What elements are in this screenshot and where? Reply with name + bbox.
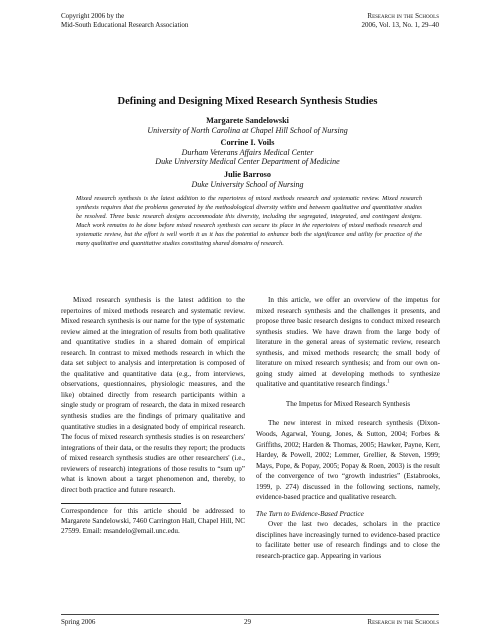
author-affiliation: University of North Carolina at Chapel Hill School of Nursing	[147, 125, 348, 135]
author-name: Julie Barroso	[224, 170, 271, 179]
body-paragraph: Over the last two decades, scholars in the practice disciplines have increasingly turned to evidence-based practice to facilitate better use of research findings and to close the research-practice gap. Appearing in various	[256, 520, 440, 561]
copyright-line: Copyright 2006 by the	[61, 12, 125, 20]
footer-season: Spring 2006	[61, 618, 96, 626]
volume-info: 2006, Vol. 13, No. 1, 29–40	[361, 20, 439, 29]
paragraph-text: In this article, we offer an overview of the impetus for mixed research synthesis and the challenges it presents, and propose three basic research designs to conduct mixed research synthesis studies. We have drawn from the large body of literature in the general areas of systematic review, research synthesis, and mixed methods research; the small body of literature on mixed research synthesis; and from our own on-going study aimed at developing methods to synthesize qualitative and quantitative research findings.	[256, 296, 440, 389]
footnote-marker: 1	[387, 379, 390, 385]
right-column	[256, 295, 440, 562]
footer-divider	[61, 614, 439, 615]
left-column	[61, 295, 245, 536]
author-block-2	[0, 138, 495, 167]
author-affiliation: Durham Veterans Affairs Medical Center	[181, 147, 314, 157]
abstract: Mixed research synthesis is the latest addition to the repertoires of mixed methods research and systematic review. Mixed research synthesis requires that the problems generated by the methodological diversity within and between qualitative and quantitative studies be resolved. Three basic research designs accommodate this diversity, including the segregated, integrated, and contingent designs. Much work remains to be done before mixed research synthesis can secure its place in the repertoires of mixed methods research and systematic review, but the effort is well worth it as it has the potential to enhance both the significance and utility for practice of the many qualitative and quantitative studies constituting shared domains of research.	[76, 195, 422, 247]
subsection-heading: The Turn to Evidence-Based Practice	[256, 509, 364, 518]
article-title: Defining and Designing Mixed Research Synthesis Studies	[117, 96, 378, 107]
body-paragraph: The new interest in mixed research synthesis (Dixon-Woods, Agarwal, Young, Jones, & Sutton, 2004; Forbes & Griffiths, 2002; Harden & Thomas, 2005; Hawker, Payne, Kerr, Hardey, & Powell, 2002; Lemmer, Grellier, & Steven, 1999; Mays, Pope, & Popay, 2005; Popay & Roen, 2003) is the result of the convergence of two “growth industries” (Estabrooks, 1999, p. 274) discussed in the following sections, namely, evidence-based practice and qualitative research.	[256, 419, 440, 502]
journal-name: Research in the Schools	[367, 12, 439, 20]
footnote-divider	[61, 503, 181, 504]
header-right	[361, 12, 439, 29]
author-block-3	[0, 170, 495, 189]
author-affiliation: Duke University Medical Center Department of Medicine	[155, 157, 340, 166]
correspondence-note: Correspondence for this article should be addressed to Margarete Sandelowski, 7460 Carrington Hall, Chapel Hill, NC 27599. Email: msandelo@email.unc.edu.	[61, 507, 245, 536]
author-block-1	[0, 116, 495, 135]
publisher-line: Mid-South Educational Research Association	[61, 20, 189, 29]
header-left	[61, 12, 188, 29]
body-paragraph: Mixed research synthesis is the latest addition to the repertoires of mixed methods research and systematic review. Mixed research synthesis is our name for the type of systematic review aimed at the integration of results from both qualitative and quantitative studies in a shared domain of empirical research. In contrast to mixed methods research in which the data set subject to analysis and interpretation is composed of the qualitative and quantitative data (e.g., from interviews, observations, questionnaires, physiologic measures, and the like) obtained directly from research participants within a single study or program of research, the data in mixed research synthesis studies are the findings of primary qualitative and quantitative studies in a designated body of empirical research. The focus of mixed research synthesis studies is on researchers' integrations of their data, or the results they report; the products of mixed research synthesis studies are other researchers' (i.e., reviewers of research) integrations of those results to “sum up” what is known about a target phenomenon and, thereby, to direct both practice and future research.	[61, 296, 245, 494]
section-heading: The Impetus for Mixed Research Synthesis	[285, 399, 411, 408]
author-name: Corrine I. Voils	[220, 138, 275, 147]
body-paragraph	[256, 295, 440, 390]
page-number: 29	[244, 618, 251, 626]
author-affiliation: Duke University School of Nursing	[191, 179, 304, 189]
footer-journal: Research in the Schools	[367, 618, 439, 626]
author-name: Margarete Sandelowski	[206, 116, 289, 125]
